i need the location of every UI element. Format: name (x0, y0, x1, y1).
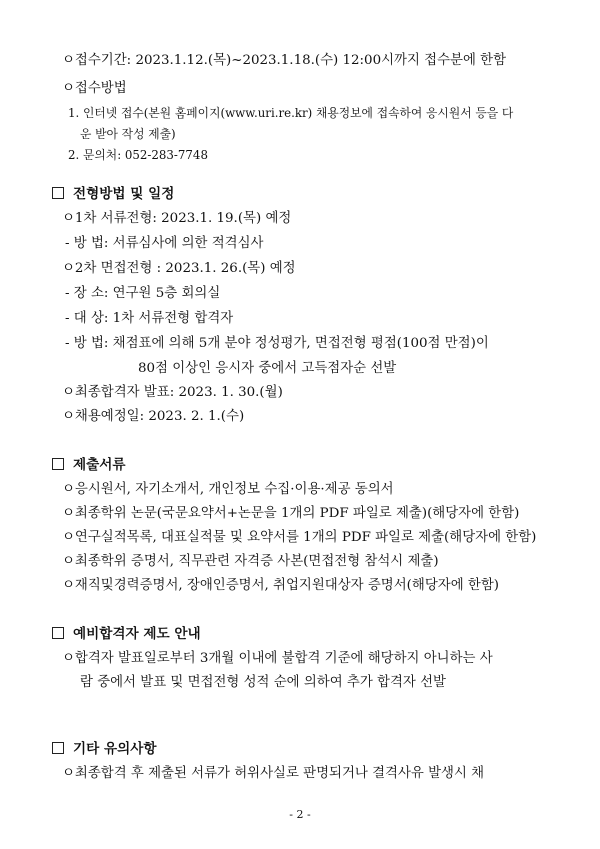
documents-heading (52, 456, 126, 474)
other-line-1: ㅇ최종합격 후 제출된 서류가 허위사실로 판명되거나 결격사유 발생시 채 (62, 766, 485, 781)
selection-line-0: ㅇ1차 서류전형: 2023.1. 19.(목) 예정 (62, 211, 292, 226)
reception-method-1b: 운 받아 작성 제출) (80, 127, 176, 141)
documents-line-0: ㅇ응시원서, 자기소개서, 개인정보 수집·이용·제공 동의서 (62, 482, 394, 497)
selection-line-4: - 대 상: 1차 서류전형 합격자 (65, 311, 234, 326)
documents-line-1: ㅇ최종학위 논문(국문요약서+논문을 1개의 PDF 파일로 제출)(해당자에 한함) (62, 506, 520, 521)
reception-period: ㅇ접수기간: 2023.1.12.(목)~2023.1.18.(수) 12:00시까지 접수분에 한함 (62, 53, 507, 68)
documents-line-3: ㅇ최종학위 증명서, 직무관련 자격증 사본(면접전형 참석시 제출) (62, 554, 439, 569)
reception-method-title: ㅇ접수방법 (62, 81, 127, 96)
selection-line-2: ㅇ2차 면접전형 : 2023.1. 26.(목) 예정 (62, 261, 296, 276)
section-box-icon (52, 187, 64, 199)
selection-heading-text: 전형방법 및 일정 (73, 186, 175, 202)
selection-heading (52, 185, 174, 203)
selection-line-5: - 방 법: 채점표에 의해 5개 분야 정성평가, 면접전형 평점(100점 만점)이 (65, 336, 489, 351)
section-box-icon (52, 458, 64, 470)
other-heading (52, 740, 157, 758)
selection-line-6: 80점 이상인 응시자 중에서 고득점자순 선발 (138, 361, 397, 376)
reserve-line-1: ㅇ합격자 발표일로부터 3개월 이내에 불합격 기준에 해당하지 아니하는 사 (62, 651, 493, 666)
reception-method-2: 2. 문의처: 052-283-7748 (68, 148, 208, 162)
reserve-heading-text: 예비합격자 제도 안내 (73, 626, 201, 642)
selection-line-3: - 장 소: 연구원 5층 회의실 (65, 286, 221, 301)
reserve-heading (52, 625, 201, 643)
selection-line-1: - 방 법: 서류심사에 의한 적격심사 (65, 236, 264, 251)
selection-line-8: ㅇ채용예정일: 2023. 2. 1.(수) (62, 409, 245, 424)
other-heading-text: 기타 유의사항 (73, 741, 157, 757)
reserve-line-2: 람 중에서 발표 및 면접전형 성적 순에 의하여 추가 합격자 선발 (80, 675, 446, 690)
documents-line-4: ㅇ재직및경력증명서, 장애인증명서, 취업지원대상자 증명서(해당자에 한함) (62, 578, 499, 593)
selection-line-7: ㅇ최종합격자 발표: 2023. 1. 30.(월) (62, 385, 283, 400)
section-box-icon (52, 627, 64, 639)
reception-method-1a: 1. 인터넷 접수(본원 홈페이지(www.uri.re.kr) 채용정보에 접속하여 응시원서 등을 다 (68, 106, 514, 120)
documents-heading-text: 제출서류 (73, 457, 126, 473)
documents-line-2: ㅇ연구실적목록, 대표실적물 및 요약서를 1개의 PDF 파일로 제출(해당자에 한함) (62, 530, 537, 545)
section-box-icon (52, 742, 64, 754)
page-number: - 2 - (289, 808, 311, 821)
